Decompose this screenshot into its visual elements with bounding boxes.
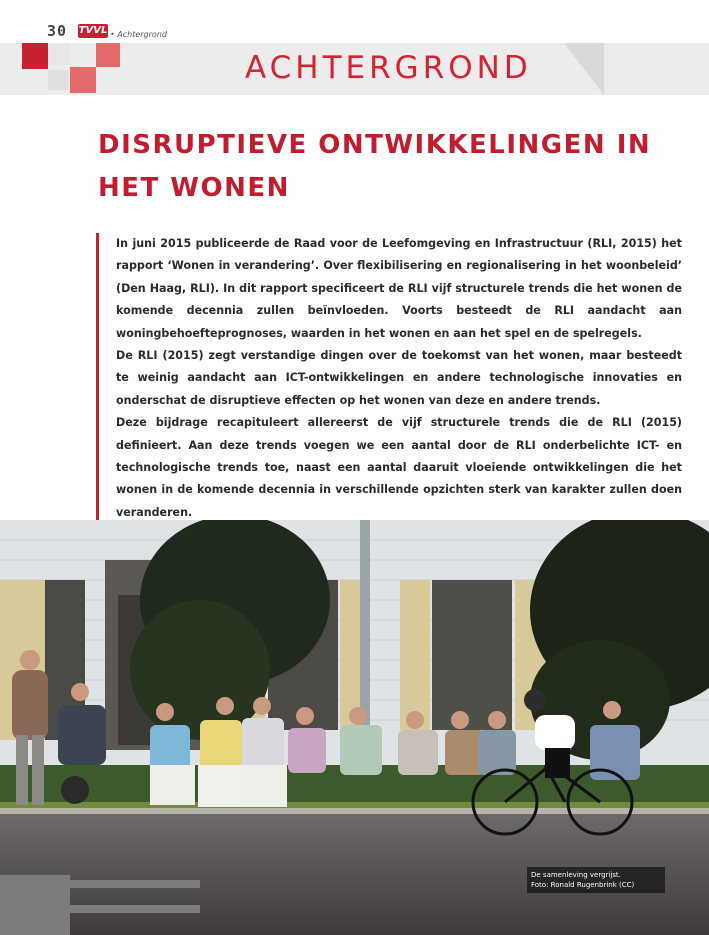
decor-square bbox=[96, 43, 120, 67]
tvvl-logo: TVVL bbox=[78, 25, 108, 36]
photo-caption bbox=[527, 867, 665, 893]
decor-square bbox=[22, 43, 48, 69]
intro-paragraph: De RLI (2015) zegt verstandige dingen over de toekomst van het wonen, maar besteedt te weinig aandacht aan ICT-ontwikkelingen en andere technologische innovaties en onderschat de disruptieve effecten op het wonen van deze en andere trends. bbox=[116, 349, 682, 407]
intro-block bbox=[96, 233, 682, 524]
caption-text: De samenleving vergrijst. bbox=[531, 871, 621, 879]
intro-paragraph: Deze bijdrage recapituleert allereerst de vijf structurele trends die de RLI (2015) definieert. Aan deze trends voegen we een aantal door de RLI onderbelichte ICT- en technologische trends toe, naast een aantal daaruit vloeiende ontwikkelingen die het wonen in de komende decennia in verschillende opzichten sterk van karakter zullen doen veranderen. bbox=[116, 416, 682, 519]
section-label: • Achtergrond bbox=[110, 30, 167, 39]
page-header bbox=[0, 0, 709, 100]
page-number: 30 bbox=[47, 22, 68, 40]
intro-paragraph: In juni 2015 publiceerde de Raad voor de Leefomgeving en Infrastructuur (RLI, 2015) het rapport ‘Wonen in verandering’. Over flexibilisering en regionalisering in het woonbeleid’ (Den Haag, RLI). In dit rapport specificeert de RLI vijf structurele trends die het wonen de komende decennia zullen beïnvloeden. Voorts besteedt de RLI aandacht aan woningbehoefteprognoses, waarden in het wonen en aan het spel en de spelregels. bbox=[116, 237, 682, 340]
decor-square bbox=[70, 67, 96, 93]
article-title: DISRUPTIEVE ONTWIKKELINGEN IN HET WONEN bbox=[98, 130, 652, 203]
caption-credit: Foto: Ronald Rugenbrink (CC) bbox=[531, 881, 635, 889]
banner-slant bbox=[564, 43, 604, 95]
decor-square bbox=[48, 70, 68, 90]
decor-square bbox=[48, 43, 70, 65]
section-banner: ACHTERGROND bbox=[245, 50, 532, 86]
